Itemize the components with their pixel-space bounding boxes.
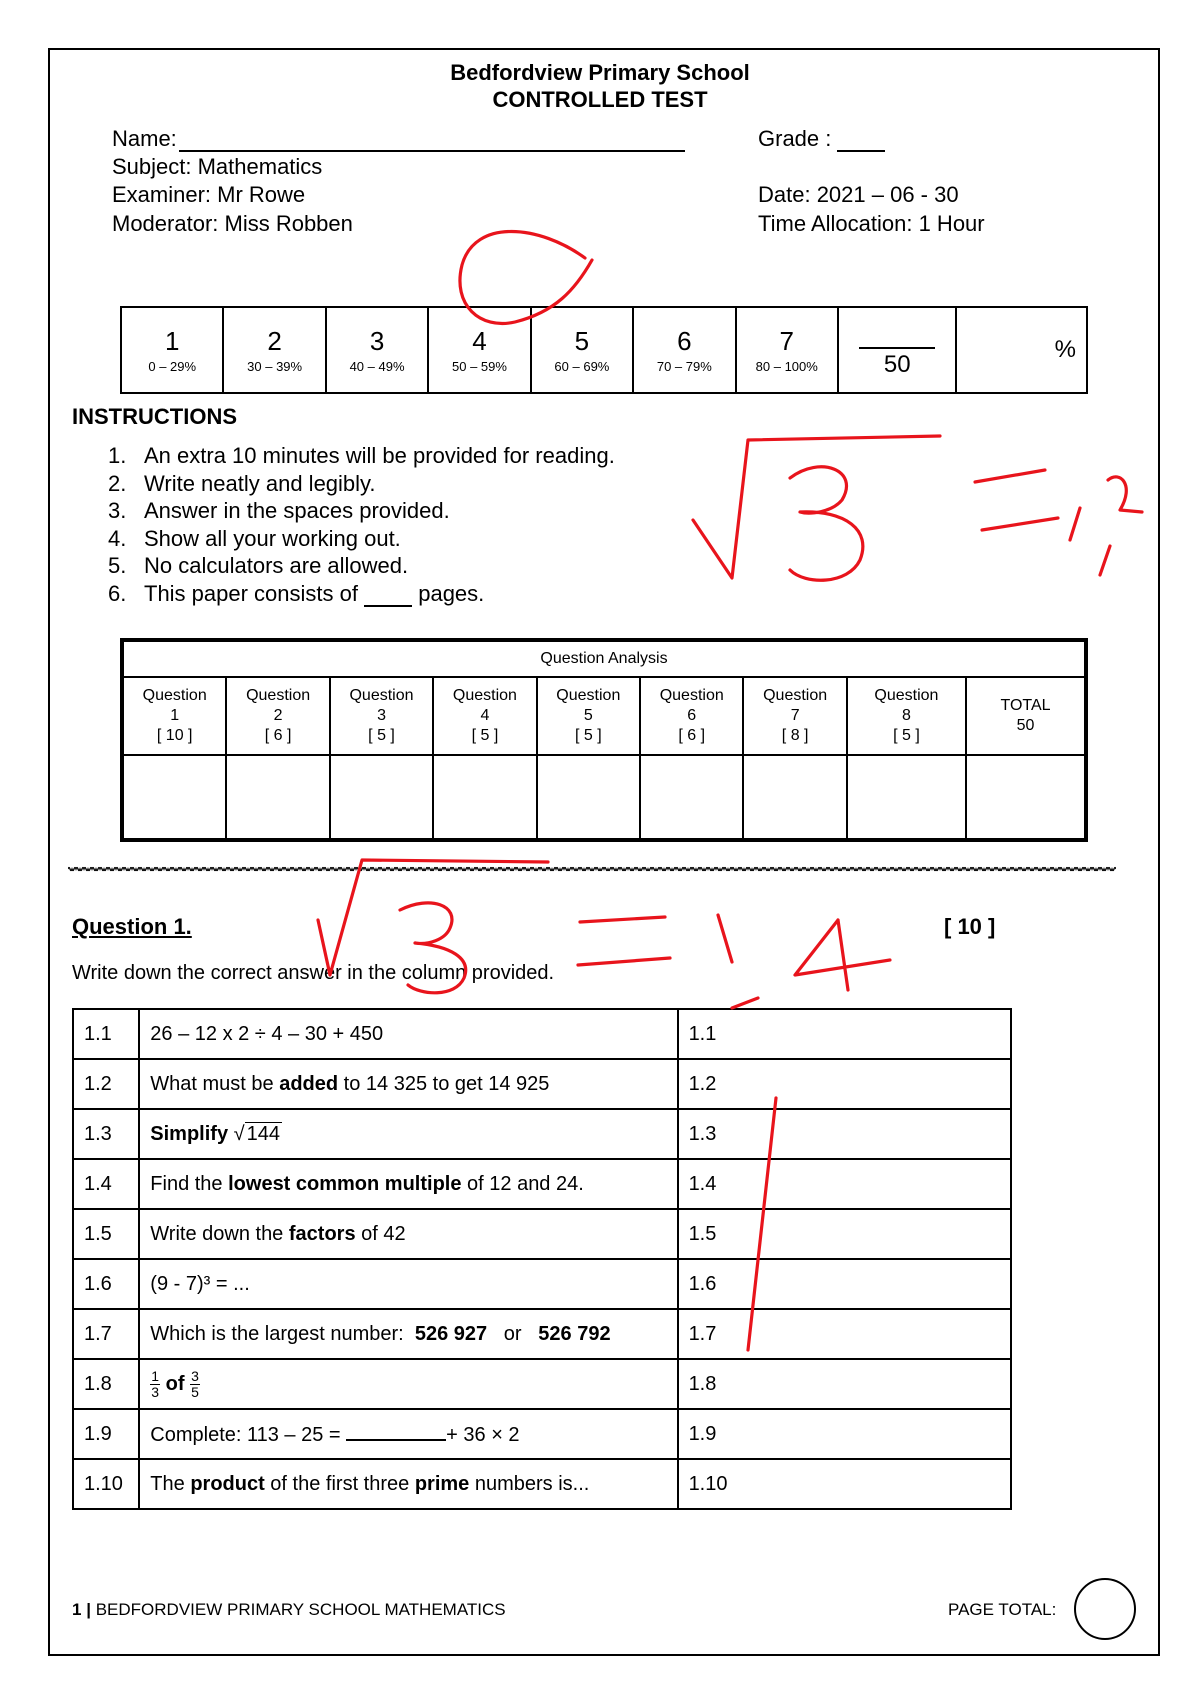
fraction-three-fifths: $\frac{3}{5}$ [191, 1367, 199, 1400]
analysis-total-score-cell[interactable] [966, 755, 1086, 840]
list-item: 2. Write neatly and legibly. [108, 470, 376, 496]
question-number: 1.1 [73, 1009, 139, 1059]
question-number: 1.9 [73, 1409, 139, 1459]
subject: Subject: Mathematics [112, 154, 323, 179]
question-number: 1.4 [73, 1159, 139, 1209]
table-row [73, 1059, 1011, 1109]
answer-cell[interactable]: 1.2 [678, 1059, 1011, 1109]
footer-title: 1 | BEDFORDVIEW PRIMARY SCHOOL MATHEMATICS [72, 1600, 506, 1619]
table-row [73, 1409, 1011, 1459]
question-analysis-table [120, 638, 1088, 842]
analysis-question-cell: Question 1 [ 10 ] [122, 677, 226, 755]
analysis-score-cell[interactable] [330, 755, 433, 840]
achievement-levels-table [120, 306, 1088, 394]
analysis-title: Question Analysis [122, 640, 1086, 677]
name-label: Name: [112, 126, 177, 151]
percent-cell[interactable] [956, 307, 1087, 393]
question-text: What must be added to 14 325 to get 14 925 [139, 1059, 677, 1109]
answer-cell[interactable]: 1.6 [678, 1259, 1011, 1309]
table-row [73, 1159, 1011, 1209]
page-total-label: PAGE TOTAL: [948, 1600, 1057, 1619]
analysis-question-cell: Question 4 [ 5 ] [433, 677, 536, 755]
list-item: 5. No calculators are allowed. [108, 553, 409, 578]
question1-instruction: Write down the correct answer in the column provided. [72, 962, 555, 984]
answer-cell[interactable]: 1.1 [678, 1009, 1011, 1059]
answer-cell[interactable]: 1.4 [678, 1159, 1011, 1209]
table-row [73, 1009, 1011, 1059]
name-blank[interactable] [179, 128, 685, 152]
analysis-score-cell[interactable] [847, 755, 966, 840]
question-text: $\frac{1}{3}$ of $\frac{3}{5}$ [139, 1359, 677, 1409]
question1-heading: Question 1. [72, 914, 192, 939]
question-text: Find the lowest common multiple of 12 and 24. [139, 1159, 677, 1209]
analysis-score-cell[interactable] [122, 755, 226, 840]
question-text: Complete: 113 – 25 = + 36 × 2 [139, 1409, 677, 1459]
analysis-question-cell: Question 6 [ 6 ] [640, 677, 743, 755]
table-row [73, 1259, 1011, 1309]
table-row [73, 1209, 1011, 1259]
test-type: CONTROLLED TEST [492, 87, 708, 112]
analysis-question-cell: Question 5 [ 5 ] [537, 677, 640, 755]
question-text: Simplify √ 144 [139, 1109, 677, 1159]
grade-field[interactable] [758, 126, 885, 152]
list-item: 1. An extra 10 minutes will be provided for reading. [108, 443, 615, 468]
school-name: Bedfordview Primary School [450, 60, 750, 85]
list-item: 6. This paper consists of pages. [108, 580, 485, 606]
percent-symbol: % [1054, 336, 1076, 363]
question-number: 1.3 [73, 1109, 139, 1159]
instructions-list [108, 442, 615, 607]
question-text: (9 - 7)³ = ... [139, 1259, 677, 1309]
level-cell: 4 50 – 59% [428, 307, 530, 393]
analysis-total-cell: TOTAL 50 [966, 677, 1086, 755]
question-number: 1.2 [73, 1059, 139, 1109]
question-text: 26 – 12 x 2 ÷ 4 – 30 + 450 [139, 1009, 677, 1059]
table-row [73, 1459, 1011, 1509]
question1-table [72, 1008, 1012, 1510]
complete-blank[interactable] [346, 1421, 446, 1441]
wavy-divider [68, 864, 1116, 874]
level-cell: 2 30 – 39% [223, 307, 325, 393]
question-number: 1.5 [73, 1209, 139, 1259]
examiner: Examiner: Mr Rowe [112, 182, 306, 207]
table-row [73, 1359, 1011, 1409]
question-number: 1.7 [73, 1309, 139, 1359]
time-allocation: Time Allocation: 1 Hour [758, 211, 985, 236]
pages-blank[interactable] [364, 585, 412, 607]
question-text: Write down the factors of 42 [139, 1209, 677, 1259]
level-cell: 6 70 – 79% [633, 307, 735, 393]
level-cell: 3 40 – 49% [326, 307, 428, 393]
question1-marks: [ 10 ] [944, 914, 996, 939]
list-item: 4. Show all your working out. [108, 525, 401, 551]
table-row [73, 1309, 1011, 1359]
score-denominator: 50 [883, 351, 911, 378]
grade-blank[interactable] [837, 128, 885, 152]
level-cell: 1 0 – 29% [121, 307, 223, 393]
question-text: Which is the largest number: 526 927 or 526 792 [139, 1309, 677, 1359]
level-cell: 7 80 – 100% [736, 307, 838, 393]
moderator: Moderator: Miss Robben [112, 211, 353, 236]
level-cell: 5 60 – 69% [531, 307, 633, 393]
question-number: 1.10 [73, 1459, 139, 1509]
question-text: The product of the first three prime numbers is... [139, 1459, 677, 1509]
analysis-question-cell: Question 3 [ 5 ] [330, 677, 433, 755]
score-numerator-blank[interactable] [859, 327, 935, 349]
answer-cell[interactable]: 1.3 [678, 1109, 1011, 1159]
analysis-score-cell[interactable] [640, 755, 743, 840]
instructions-heading: INSTRUCTIONS [72, 404, 237, 429]
analysis-question-cell: Question 8 [ 5 ] [847, 677, 966, 755]
answer-cell[interactable]: 1.7 [678, 1309, 1011, 1359]
analysis-score-cell[interactable] [226, 755, 329, 840]
question-number: 1.6 [73, 1259, 139, 1309]
analysis-question-cell: Question 7 [ 8 ] [743, 677, 846, 755]
list-item: 3. Answer in the spaces provided. [108, 498, 450, 523]
page-total-circle[interactable] [1074, 1578, 1136, 1640]
answer-cell[interactable]: 1.9 [678, 1409, 1011, 1459]
name-field[interactable] [112, 126, 685, 152]
analysis-question-cell: Question 2 [ 6 ] [226, 677, 329, 755]
analysis-score-cell[interactable] [743, 755, 846, 840]
answer-cell[interactable]: 1.5 [678, 1209, 1011, 1259]
answer-cell[interactable]: 1.8 [678, 1359, 1011, 1409]
grade-label: Grade : [758, 126, 832, 151]
table-row [73, 1109, 1011, 1159]
fraction-one-third: $\frac{1}{3}$ [151, 1367, 160, 1400]
answer-cell[interactable]: 1.10 [678, 1459, 1011, 1509]
analysis-score-cell[interactable] [433, 755, 536, 840]
analysis-score-cell[interactable] [537, 755, 640, 840]
date: Date: 2021 – 06 - 30 [758, 182, 959, 207]
sqrt-symbol: √ [233, 1123, 245, 1145]
score-cell[interactable] [838, 307, 956, 393]
question-number: 1.8 [73, 1359, 139, 1409]
